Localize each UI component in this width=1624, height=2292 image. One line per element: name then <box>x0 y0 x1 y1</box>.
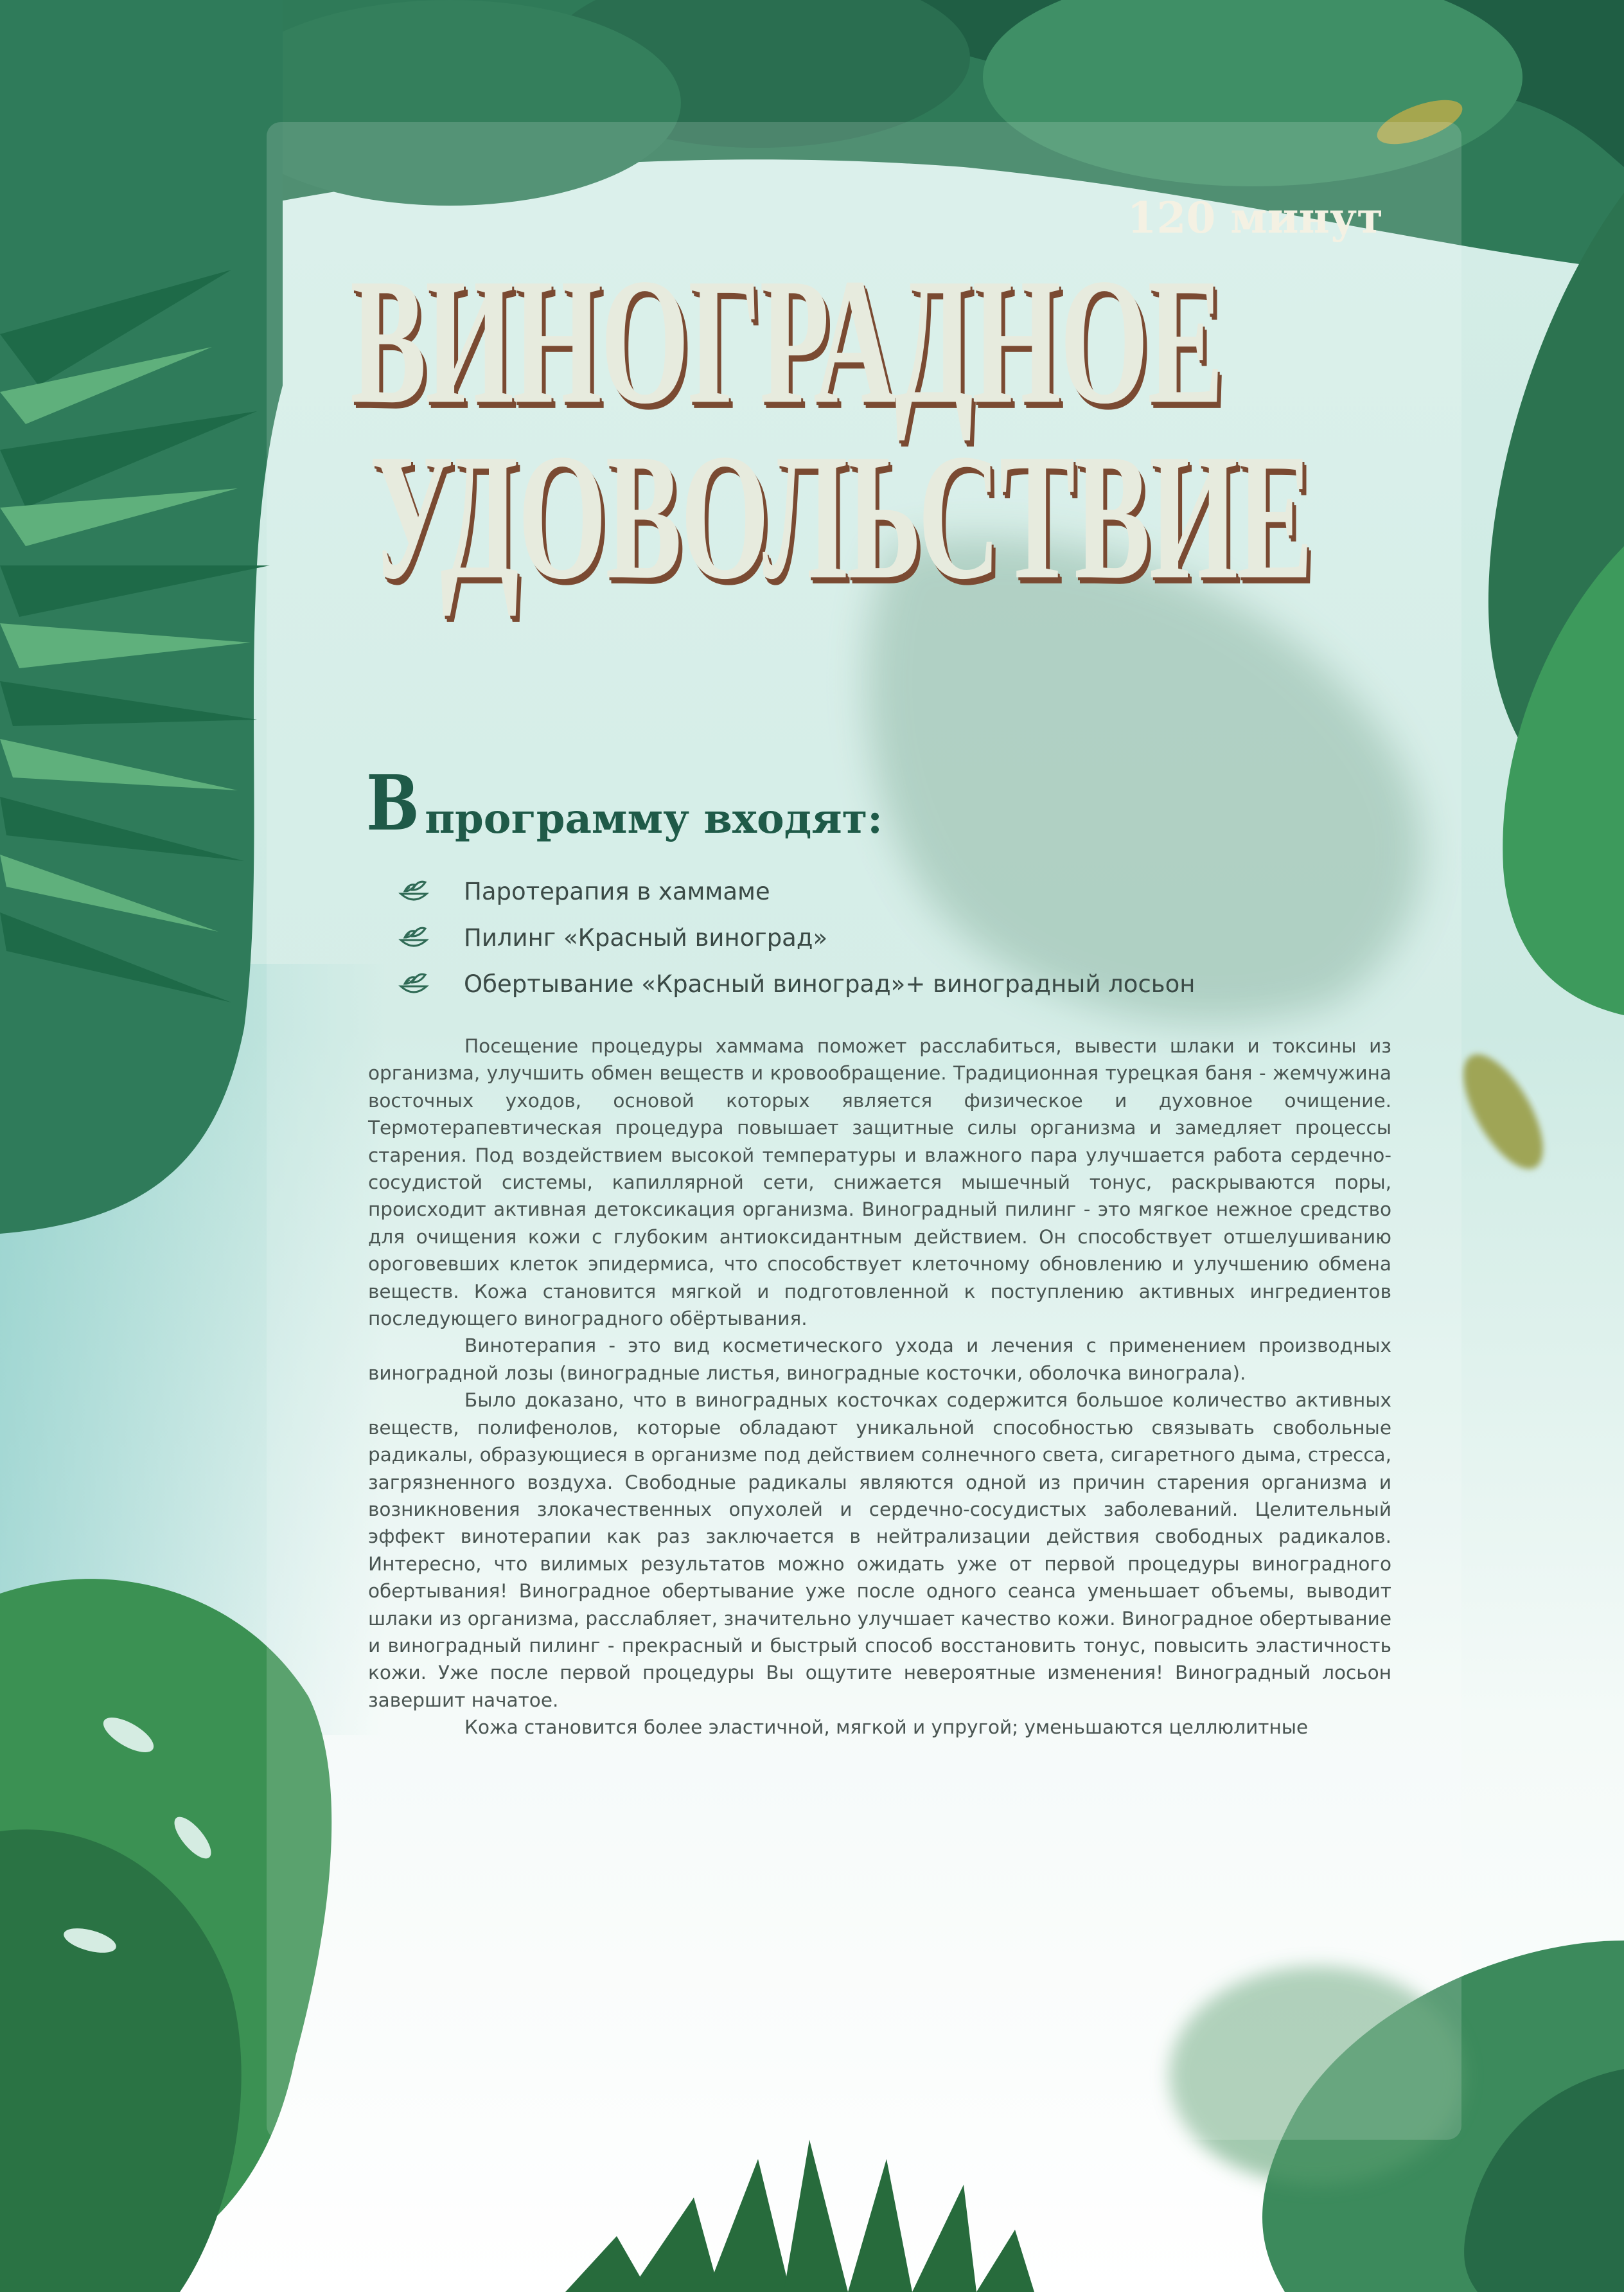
list-item-label: Пилинг «Красный виноград» <box>464 924 828 952</box>
list-item <box>398 915 1195 961</box>
leaf-bowl-icon <box>398 878 429 905</box>
program-heading-initial: В <box>366 760 419 848</box>
description-text <box>368 1033 1391 1741</box>
paragraph-vinotherapy: Винотерапия - это вид косметического ухода и лечения с применением производных виноградной лозы (виноградные листья, виноградные косточки, оболочка винограла). <box>368 1335 1391 1384</box>
page-title <box>350 240 1455 617</box>
list-item-label: Обертывание «Красный виноград»+ виноградный лосьон <box>464 970 1196 998</box>
list-item <box>398 869 1195 915</box>
paragraph-result: Кожа становится более эластичной, мягкой и упругой; уменьшаются целлюлитные <box>464 1716 1309 1739</box>
list-item-label: Паротерапия в хаммаме <box>464 878 770 905</box>
list-item <box>398 961 1195 1008</box>
program-heading-rest: программу входят: <box>425 795 883 843</box>
program-list <box>398 869 1195 1008</box>
leaf-bowl-icon <box>398 971 429 998</box>
program-heading <box>366 760 883 848</box>
paragraph-hammam: Посещение процедуры хаммама поможет расслабиться, вывести шлаки и токсины из организма, улучшить обмен веществ и кровообращение. Традиционная турецкая баня - жемчужина восточных уходов, основой которых является физическое и духовное очищение. Термотерапевтическая процедура повышает защитные силы организма и замедляет процессы старения. Под воздействием высокой температуры и влажного пара улучшается работа сердечно-сосудистой системы, капиллярной сети, снижается мышечный тонус, раскрываются поры, происходит активная детоксикация организма. Виноградный пилинг - это мягкое нежное средство для очищения кожи с глубоким антиоксидантным действием. Он способствует отшелушиванию ороговевших клеток эпидермиса, что способствует клеточному обновлению и улучшению обмена веществ. Кожа становится мягкой и подготовленной к поступлению активных ингредиентов последующего виноградного обёртывания. <box>368 1035 1391 1330</box>
paragraph-benefits: Было доказано, что в виноградных косточках содержится большое количество активных веществ, полифенолов, которые обладают уникальной способностью связывать свобольные радикалы, образующиеся в организме под действием солнечного света, сигаретного дыма, стресса, загрязненного воздуха. Свободные радикалы являются одной из причин старения организма и возникновения злокачественных опухолей и сердечно-сосудистых заболеваний. Целительный эффект винотерапии как раз заключается в нейтрализации действия свободных радикалов. Интересно, что вилимых результатов можно ожидать уже от первой процедуры виноградного обертывания! Виноградное обертывание уже после одного сеанса уменьшает объемы, выводит шлаки из организма, расслабляет, значительно улучшает качество кожи. Виноградное обертывание и виноградный пилинг - прекрасный и быстрый способ восстановить тонус, повысить эластичность кожи. Уже после первой процедуры Вы ощутите невероятные изменения! Виноградный лосьон завершит начатое. <box>368 1389 1391 1711</box>
duration-label: 120 минут <box>1127 193 1383 243</box>
title-line-2: УДОВОЛЬСТВИЕ <box>369 416 1312 617</box>
leaf-bowl-icon <box>398 925 429 952</box>
title-line-1: ВИНОГРАДНОЕ <box>350 240 1222 442</box>
